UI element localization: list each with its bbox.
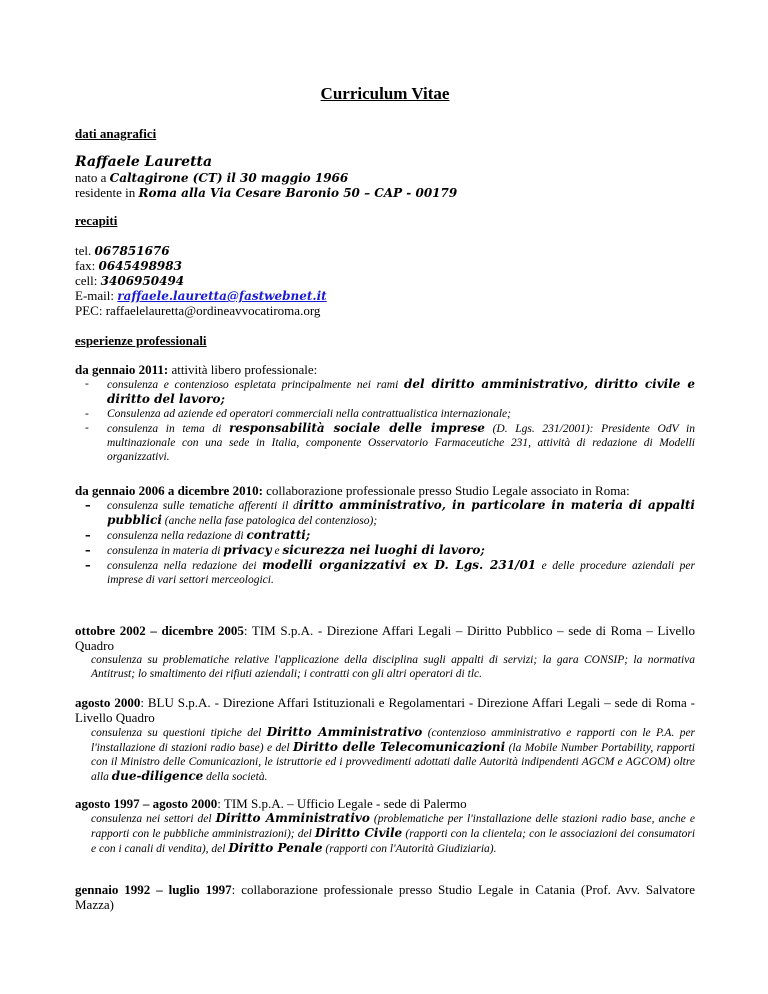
list-item: - consulenza e contenzioso espletata principalmente nei rami del diritto amministrativo, diritto civile e diritto del lavoro; — [75, 377, 695, 407]
experience-entry: ottobre 2002 – dicembre 2005: TIM S.p.A. - Direzione Affari Legali – Diritto Pubblico – sede di Roma – Livello Quadro consulenza su problematiche relative l'applicazione della disciplina sugli appalti di servizi; la gara CONSIP; la normativa Antitrust; lo smaltimento dei rifiuti aziendali; i contratti con gli altri operatori di tlc. — [75, 623, 695, 680]
email-line: E-mail: raffaele.lauretta@fastwebnet.it — [75, 288, 327, 303]
list-item: - consulenza in tema di responsabilità sociale delle imprese (D. Lgs. 231/2001): Presidente OdV in multinazionale con una sede in Italia, componente Osservatorio Farmaceutiche 231, attività di redazione di Modelli organizzativi. — [75, 421, 695, 464]
email-link[interactable]: raffaele.lauretta@fastwebnet.it — [117, 289, 327, 303]
residence-line: residente in Roma alla Via Cesare Baronio 50 – CAP - 00179 — [75, 185, 458, 200]
list-item: - Consulenza ad aziende ed operatori commerciali nella contrattualistica internazionale; — [75, 407, 695, 421]
section-heading-anagrafici: dati anagrafici — [75, 126, 157, 141]
experience-entry: gennaio 1992 – luglio 1997: collaborazione professionale presso Studio Legale in Catania (Prof. Avv. Salvatore Mazza) — [75, 882, 695, 912]
list-item: - consulenza sulle tematiche afferenti il diritto amministrativo, in particolare in materia di appalti pubblici (anche nella fase patologica del contenzioso); — [75, 498, 695, 528]
page-title: Curriculum Vitae — [320, 84, 450, 103]
experience-entry: agosto 1997 – agosto 2000: TIM S.p.A. – Ufficio Legale - sede di Palermo consulenza nei settori del Diritto Amministrativo (problematiche per l'installazione delle stazioni radio base, anche e rapporti con le pubbliche amministrazioni); del Diritto Civile (rapporti con la clientela; con le associazioni dei consumatori e con i canali di vendita), del Diritto Penale (rapporti con l'Autorità Giudiziaria). — [75, 796, 696, 855]
pec-line: PEC: raffaelelauretta@ordineavvocatiroma.org — [75, 303, 321, 318]
birth-line: nato a Caltagirone (CT) il 30 maggio 1966 — [75, 170, 349, 185]
fax-line: fax: 0645498983 — [75, 258, 182, 273]
cell-line: cell: 3406950494 — [75, 273, 185, 288]
experience-entry: da gennaio 2006 a dicembre 2010: collaborazione professionale presso Studio Legale associato in Roma: - consulenza sulle tematiche afferenti il diritto amministrativo, in particolare in materia di appalti pubblici (anche nella fase patologica del contenzioso); - consulenza nella redazione di contratti; - consulenza in materia di privacy e sicurezza nei luoghi di lavoro; - consulenza nella redazione dei modelli organizzativi ex D. Lgs. 231/01 e delle procedure aziendali per imprese di vari settori merceologici. — [75, 483, 695, 587]
section-heading-recapiti: recapiti — [75, 213, 118, 228]
list-item: - consulenza nella redazione dei modelli organizzativi ex D. Lgs. 231/01 e delle procedure aziendali per imprese di vari settori merceologici. — [75, 558, 695, 587]
experience-entry: agosto 2000: BLU S.p.A. - Direzione Affari Istituzionali e Regolamentari - Direzione Affari Legali – sede di Roma - Livello Quadro consulenza su questioni tipiche del Diritto Amministrativo (contenzioso amministrativo e rapporti con le P.A. per l'installazione di stazioni radio base) e del Diritto delle Telecomunicazioni (la Mobile Number Portability, rapporti con il Ministro delle Comunicazioni, le istruttorie ed i provvedimenti adottati dalle Autorità indipendenti AGCM e AGCOM) oltre alla due-diligence della società. — [75, 695, 696, 783]
person-name: Raffaele Lauretta — [75, 154, 213, 170]
experience-entry: da gennaio 2011: attività libero professionale: - consulenza e contenzioso espletata principalmente nei rami del diritto amministrativo, diritto civile e diritto del lavoro; - Consulenza ad aziende ed operatori commerciali nella contrattualistica internazionale; - consulenza in tema di responsabilità sociale delle imprese (D. Lgs. 231/2001): Presidente OdV in multinazionale con una sede in Italia, componente Osservatorio Farmaceutiche 231, attività di redazione di Modelli organizzativi. — [75, 362, 695, 464]
list-item: - consulenza in materia di privacy e sicurezza nei luoghi di lavoro; — [75, 543, 695, 558]
section-heading-esperienze: esperienze professionali — [75, 333, 207, 348]
tel-line: tel. 067851676 — [75, 243, 170, 258]
list-item: - consulenza nella redazione di contratti; — [75, 528, 695, 543]
